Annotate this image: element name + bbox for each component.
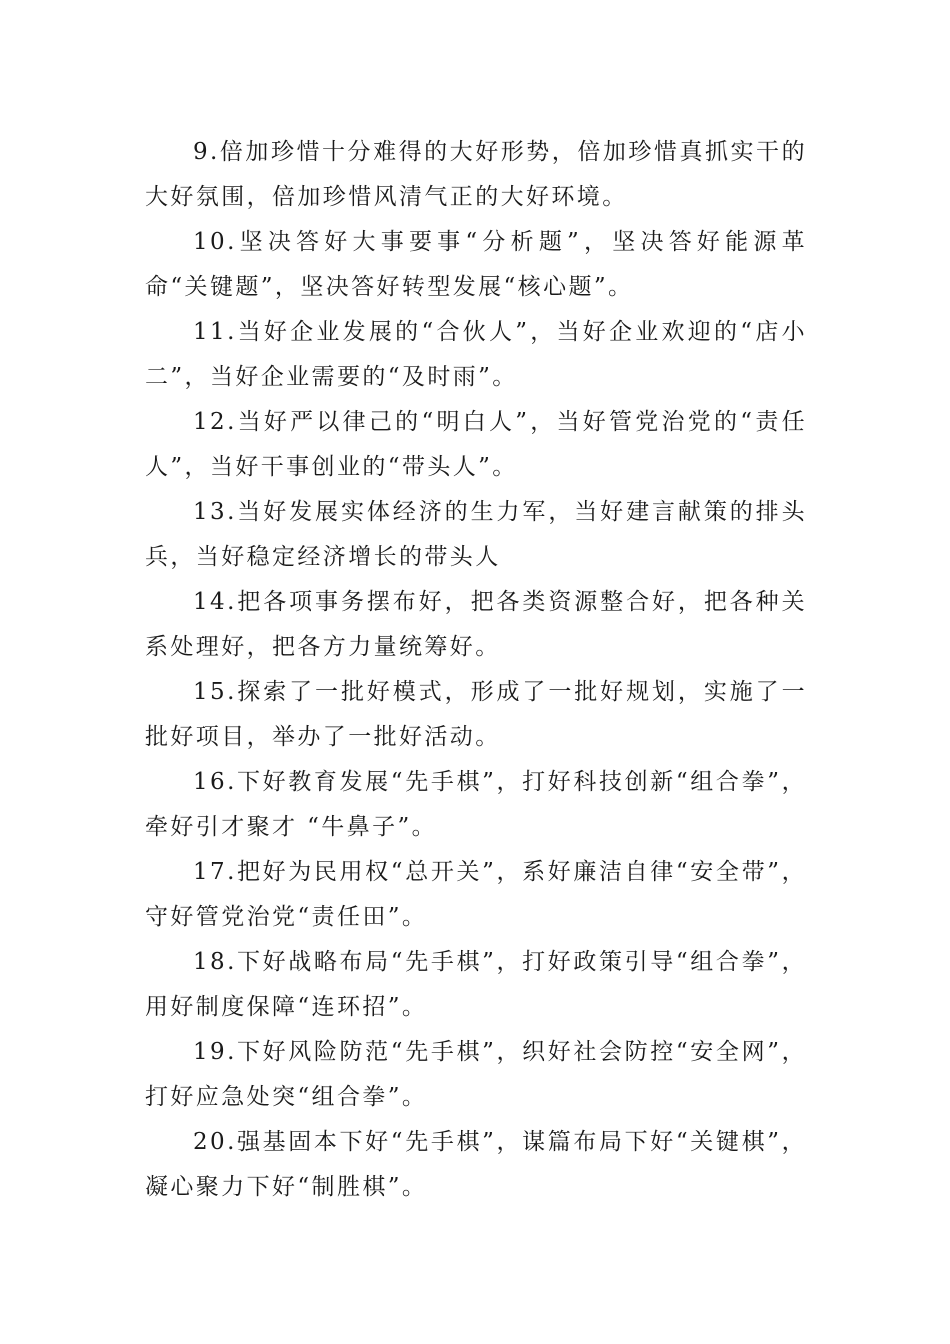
paragraph-13: 13.当好发展实体经济的生力军，当好建言献策的排头兵，当好稳定经济增长的带头人 [145,499,807,570]
paragraph-12: 12.当好严以律己的“明白人”，当好管党治党的“责任人”，当好干事创业的“带头人”。 [145,409,807,480]
document-page [145,130,807,1210]
paragraph-15: 15.探索了一批好模式，形成了一批好规划，实施了一批好项目，举办了一批好活动。 [145,679,807,750]
paragraph-19: 19.下好风险防范“先手棋”，织好社会防控“安全网”，打好应急处突“组合拳”。 [145,1039,807,1110]
paragraph-20: 20.强基固本下好“先手棋”，谋篇布局下好“关键棋”，凝心聚力下好“制胜棋”。 [145,1129,807,1200]
paragraph-16: 16.下好教育发展“先手棋”，打好科技创新“组合拳”，牵好引才聚才 “牛鼻子”。 [145,769,807,840]
paragraph-10: 10.坚决答好大事要事“分析题”，坚决答好能源革命“关键题”，坚决答好转型发展“核心题”。 [145,229,807,300]
paragraph-9: 9.倍加珍惜十分难得的大好形势，倍加珍惜真抓实干的大好氛围，倍加珍惜风清气正的大好环境。 [145,139,807,210]
paragraph-17: 17.把好为民用权“总开关”，系好廉洁自律“安全带”，守好管党治党“责任田”。 [145,859,807,930]
paragraph-14: 14.把各项事务摆布好，把各类资源整合好，把各种关系处理好，把各方力量统筹好。 [145,589,807,660]
paragraph-11: 11.当好企业发展的“合伙人”，当好企业欢迎的“店小二”，当好企业需要的“及时雨”。 [145,319,807,390]
paragraph-18: 18.下好战略布局“先手棋”，打好政策引导“组合拳”，用好制度保障“连环招”。 [145,949,807,1020]
